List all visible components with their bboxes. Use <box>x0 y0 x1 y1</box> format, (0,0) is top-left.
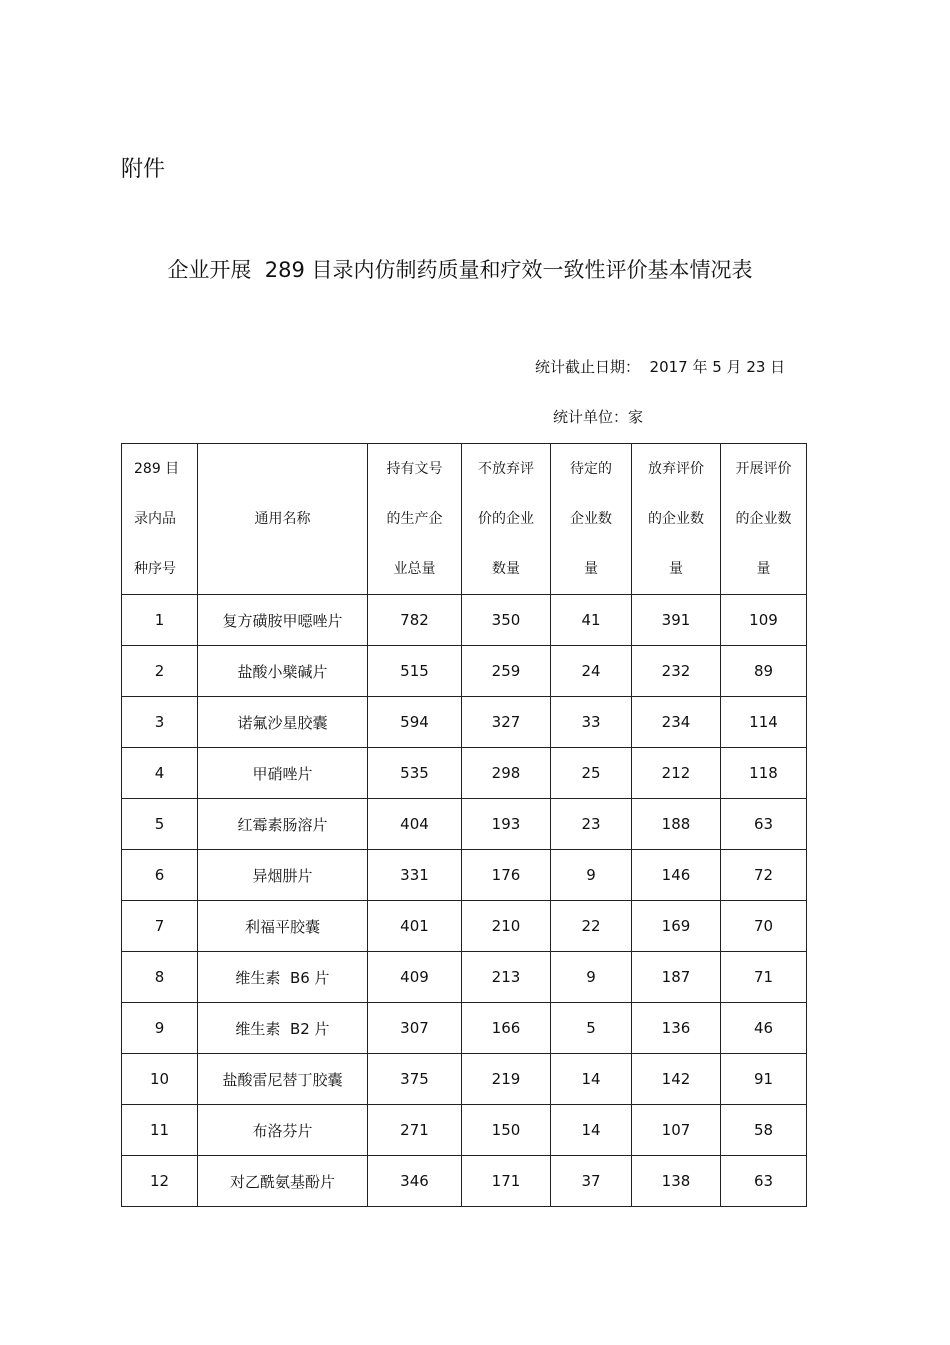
cell-evaluating: 118 <box>721 748 807 799</box>
cell-total-producers: 409 <box>368 952 462 1003</box>
cell-generic-name: 布洛芬片 <box>198 1105 368 1156</box>
header-not-abandoning <box>462 444 551 595</box>
cell-abandoned: 107 <box>632 1105 721 1156</box>
header-abandoned <box>632 444 721 595</box>
header-line: 的企业数 <box>648 511 704 527</box>
cell-abandoned: 169 <box>632 901 721 952</box>
cell-pending: 14 <box>551 1105 632 1156</box>
cell-pending: 33 <box>551 697 632 748</box>
cell-generic-name: 诺氟沙星胶囊 <box>198 697 368 748</box>
cell-number: 3 <box>122 697 198 748</box>
header-line: 的企业数 <box>735 511 792 527</box>
table-row <box>122 646 807 697</box>
table-body <box>122 595 807 1207</box>
table-header-row <box>122 444 807 595</box>
cell-generic-name: 盐酸雷尼替丁胶囊 <box>198 1054 368 1105</box>
header-line: 通用名称 <box>254 511 311 527</box>
table-row <box>122 1156 807 1207</box>
cell-pending: 22 <box>551 901 632 952</box>
header-total-producers <box>368 444 462 595</box>
cell-evaluating: 46 <box>721 1003 807 1054</box>
header-line: 289 目 <box>134 461 180 477</box>
table-row <box>122 952 807 1003</box>
cell-pending: 25 <box>551 748 632 799</box>
cell-total-producers: 594 <box>368 697 462 748</box>
cell-evaluating: 63 <box>721 799 807 850</box>
table-row <box>122 799 807 850</box>
cell-total-producers: 535 <box>368 748 462 799</box>
cell-total-producers: 401 <box>368 901 462 952</box>
cell-abandoned: 234 <box>632 697 721 748</box>
cell-pending: 24 <box>551 646 632 697</box>
cell-number: 4 <box>122 748 198 799</box>
cell-total-producers: 515 <box>368 646 462 697</box>
cell-pending: 37 <box>551 1156 632 1207</box>
cell-total-producers: 782 <box>368 595 462 646</box>
cell-number: 6 <box>122 850 198 901</box>
cell-not-abandoning: 210 <box>462 901 551 952</box>
cell-evaluating: 89 <box>721 646 807 697</box>
cell-number: 11 <box>122 1105 198 1156</box>
stat-unit: 统计单位：家 <box>553 408 644 426</box>
cell-evaluating: 70 <box>721 901 807 952</box>
cell-pending: 5 <box>551 1003 632 1054</box>
cell-not-abandoning: 176 <box>462 850 551 901</box>
cell-not-abandoning: 150 <box>462 1105 551 1156</box>
cell-abandoned: 142 <box>632 1054 721 1105</box>
header-line: 待定的 <box>570 461 612 477</box>
cell-total-producers: 271 <box>368 1105 462 1156</box>
header-evaluating <box>721 444 807 595</box>
cell-generic-name: 维生素 B2 片 <box>198 1003 368 1054</box>
cell-total-producers: 375 <box>368 1054 462 1105</box>
cell-abandoned: 232 <box>632 646 721 697</box>
cell-abandoned: 391 <box>632 595 721 646</box>
header-line: 业总量 <box>393 561 436 577</box>
table-row <box>122 1054 807 1105</box>
evaluation-table <box>121 443 807 1207</box>
header-line: 的生产企 <box>386 511 443 527</box>
header-line: 录内品 <box>134 511 176 527</box>
cell-generic-name: 异烟肼片 <box>198 850 368 901</box>
cell-evaluating: 58 <box>721 1105 807 1156</box>
cell-not-abandoning: 219 <box>462 1054 551 1105</box>
table-row <box>122 850 807 901</box>
header-generic-name <box>198 444 368 595</box>
cell-number: 7 <box>122 901 198 952</box>
cell-not-abandoning: 259 <box>462 646 551 697</box>
cell-number: 12 <box>122 1156 198 1207</box>
cell-total-producers: 346 <box>368 1156 462 1207</box>
cell-pending: 14 <box>551 1054 632 1105</box>
cell-abandoned: 136 <box>632 1003 721 1054</box>
header-line: 开展评价 <box>735 461 792 477</box>
table-row <box>122 901 807 952</box>
cell-abandoned: 138 <box>632 1156 721 1207</box>
cell-evaluating: 109 <box>721 595 807 646</box>
header-pending <box>551 444 632 595</box>
header-catalog-number <box>122 444 198 595</box>
cell-generic-name: 利福平胶囊 <box>198 901 368 952</box>
header-line: 量 <box>756 561 771 577</box>
cell-number: 8 <box>122 952 198 1003</box>
header-line: 量 <box>584 561 598 577</box>
cell-not-abandoning: 171 <box>462 1156 551 1207</box>
cell-evaluating: 114 <box>721 697 807 748</box>
page-title: 企业开展 289 目录内仿制药质量和疗效一致性评价基本情况表 <box>167 258 753 282</box>
cell-not-abandoning: 166 <box>462 1003 551 1054</box>
cell-abandoned: 212 <box>632 748 721 799</box>
cell-generic-name: 红霉素肠溶片 <box>198 799 368 850</box>
header-line: 持有文号 <box>386 461 443 477</box>
header-line: 价的企业 <box>478 511 534 527</box>
cell-number: 2 <box>122 646 198 697</box>
cell-abandoned: 188 <box>632 799 721 850</box>
cell-generic-name: 盐酸小檗碱片 <box>198 646 368 697</box>
cell-evaluating: 72 <box>721 850 807 901</box>
cell-abandoned: 146 <box>632 850 721 901</box>
cell-pending: 41 <box>551 595 632 646</box>
cell-not-abandoning: 350 <box>462 595 551 646</box>
cell-not-abandoning: 193 <box>462 799 551 850</box>
header-line: 企业数 <box>570 511 612 527</box>
cell-pending: 9 <box>551 850 632 901</box>
cell-generic-name: 甲硝唑片 <box>198 748 368 799</box>
cell-number: 1 <box>122 595 198 646</box>
table-row <box>122 1105 807 1156</box>
cell-evaluating: 71 <box>721 952 807 1003</box>
cell-number: 9 <box>122 1003 198 1054</box>
table-row <box>122 1003 807 1054</box>
table-row <box>122 748 807 799</box>
cell-total-producers: 404 <box>368 799 462 850</box>
cell-total-producers: 307 <box>368 1003 462 1054</box>
stat-date: 统计截止日期： 2017 年 5 月 23 日 <box>535 358 786 376</box>
cell-abandoned: 187 <box>632 952 721 1003</box>
cell-not-abandoning: 213 <box>462 952 551 1003</box>
cell-not-abandoning: 327 <box>462 697 551 748</box>
cell-generic-name: 维生素 B6 片 <box>198 952 368 1003</box>
cell-evaluating: 63 <box>721 1156 807 1207</box>
header-line: 不放弃评 <box>478 461 534 477</box>
cell-number: 10 <box>122 1054 198 1105</box>
header-line: 放弃评价 <box>648 461 704 477</box>
table-row <box>122 595 807 646</box>
header-line: 数量 <box>492 561 520 577</box>
cell-not-abandoning: 298 <box>462 748 551 799</box>
cell-generic-name: 对乙酰氨基酚片 <box>198 1156 368 1207</box>
header-line: 种序号 <box>134 561 176 577</box>
cell-evaluating: 91 <box>721 1054 807 1105</box>
cell-total-producers: 331 <box>368 850 462 901</box>
table-row <box>122 697 807 748</box>
cell-number: 5 <box>122 799 198 850</box>
header-line: 量 <box>669 561 683 577</box>
cell-pending: 9 <box>551 952 632 1003</box>
attachment-label: 附件 <box>121 157 166 182</box>
cell-pending: 23 <box>551 799 632 850</box>
cell-generic-name: 复方磺胺甲噁唑片 <box>198 595 368 646</box>
